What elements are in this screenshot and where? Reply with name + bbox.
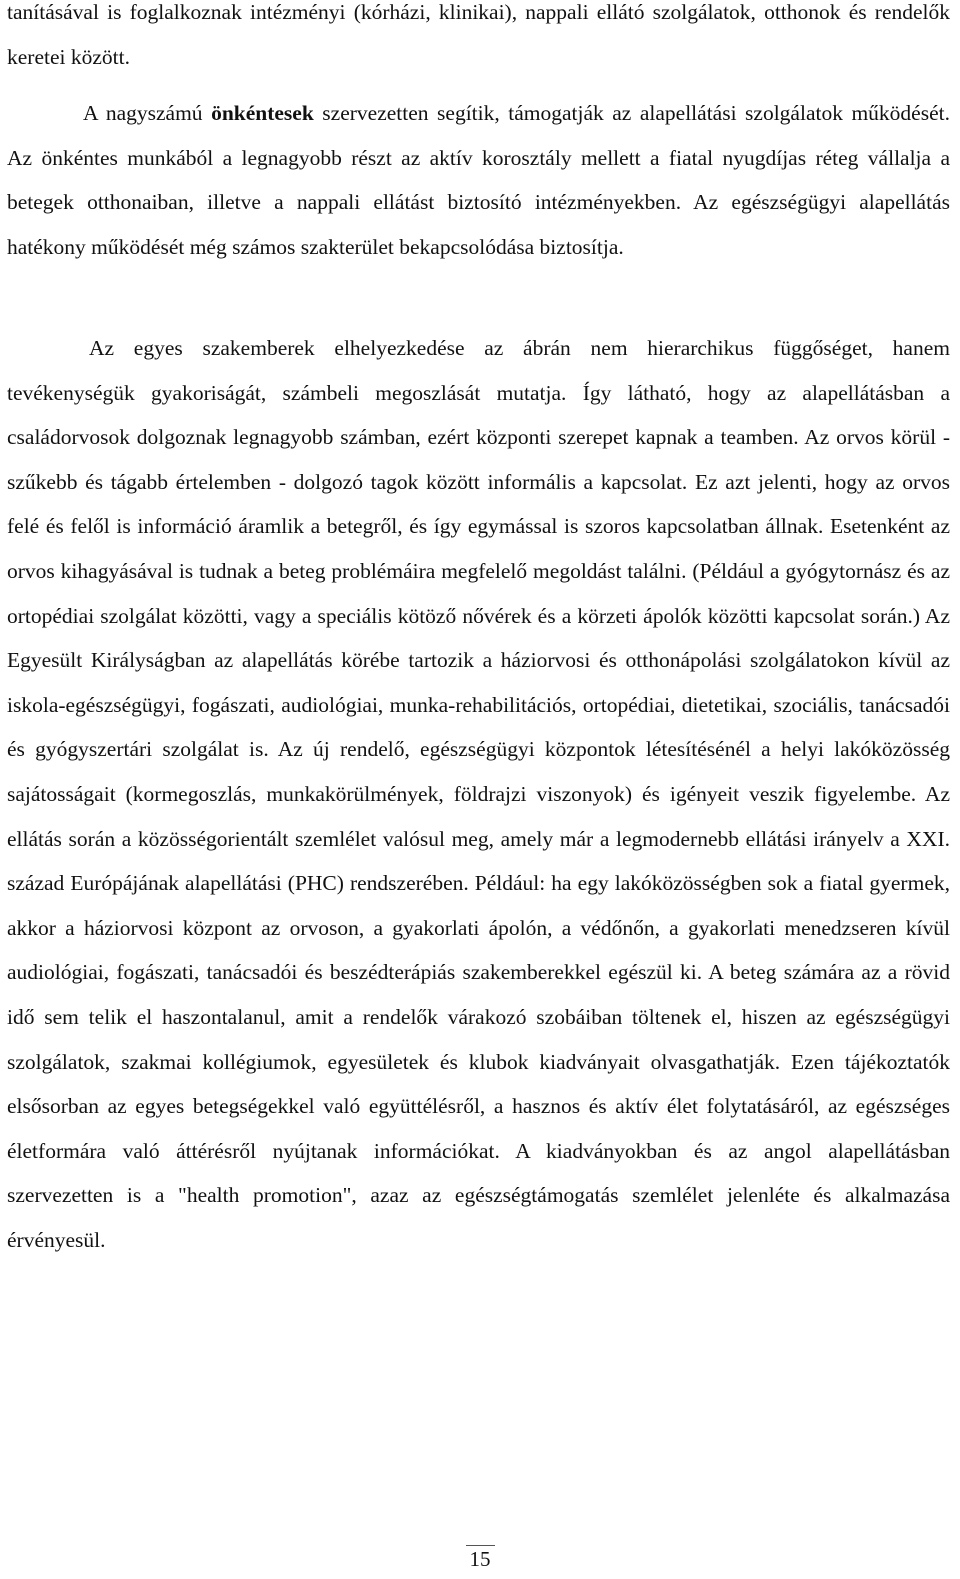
paragraph-1: [7, 0, 950, 79]
paragraph-2: [7, 91, 950, 269]
paragraph-2-lead: A nagyszámú: [83, 101, 212, 125]
paragraph-2-text: szervezetten segítik, támogatják az alapellátási szolgálatok működését. Az önkéntes munkából a legnagyobb részt az aktív korosztály mellett a fiatal nyugdíjas réteg vállalja a betegek otthonaiban, illetve a nappali ellátást biztosító intézményekben. Az egészségügyi alapellátás hatékony működését még számos szakterület bekapcsolódása biztosítja.: [7, 101, 950, 259]
page-footer: [0, 1545, 960, 1572]
page-number: 15: [466, 1545, 495, 1572]
paragraph-1-text: tanításával is foglalkoznak intézményi (kórházi, klinikai), nappali ellátó szolgálatok, otthonok és rendelők keretei között.: [7, 0, 950, 69]
paragraph-3-text: Az egyes szakemberek elhelyezkedése az ábrán nem hierarchikus függőséget, hanem tevékenységük gyakoriságát, számbeli megoszlását mutatja. Így látható, hogy az alapellátásban a családorvosok dolgoznak legnagyobb számban, ezért központi szerepet kapnak a teamben. Az orvos körül - szűkebb és tágabb értelemben - dolgozó tagok között informális a kapcsolat. Ez azt jelenti, hogy az orvos felé és felől is információ áramlik a betegről, és így egymással is szoros kapcsolatban állnak. Esetenként az orvos kihagyásával is tudnak a beteg problémáira megfelelő megoldást találni. (Például a gyógytornász és az ortopédiai szolgálat közötti, vagy a speciális kötöző nővérek és a körzeti ápolók közötti kapcsolat során.) Az Egyesült Királyságban az alapellátás körébe tartozik a háziorvosi és otthonápolási szolgálatokon kívül az iskola-egészségügyi, fogászati, audiológiai, munka-rehabilitációs, ortopédiai, dietetikai, szociális, tanácsadói és gyógyszertári szolgálat is. Az új rendelő, egészségügyi központok létesítésénél a helyi lakóközösség sajátosságait (kormegoszlás, munkakörülmények, földrajzi viszonyok) és igényeit veszik figyelembe. Az ellátás során a közösségorientált szemlélet valósul meg, amely már a legmodernebb ellátási irányelv a XXI. század Európájának alapellátási (PHC) rendszerében. Például: ha egy lakóközösségben sok a fiatal gyermek, akkor a háziorvosi központ az orvoson, a gyakorlati ápolón, a védőnőn, a gyakorlati menedzseren kívül audiológiai, fogászati, tanácsadói és beszédterápiás szakemberekkel egészül ki. A beteg számára az a rövid idő sem telik el haszontalanul, amit a rendelők várakozó szobáiban töltenek el, hiszen az egészségügyi szolgálatok, szakmai kollégiumok, egyesületek és klubok kiadványait olvasgathatják. Ezen tájékoztatók elsősorban az egyes betegségekkel való együttélésről, a hasznos és aktív élet folytatásáról, az egészséges életformára való áttérésről nyújtanak információkat. A kiadványokban és az angol alapellátásban szervezetten is a "health promotion", azaz az egészségtámogatás szemlélet jelenléte és alkalmazása érvényesül.: [7, 336, 950, 1252]
paragraph-2-bold-term: önkéntesek: [211, 101, 314, 125]
paragraph-3: [7, 326, 950, 1262]
